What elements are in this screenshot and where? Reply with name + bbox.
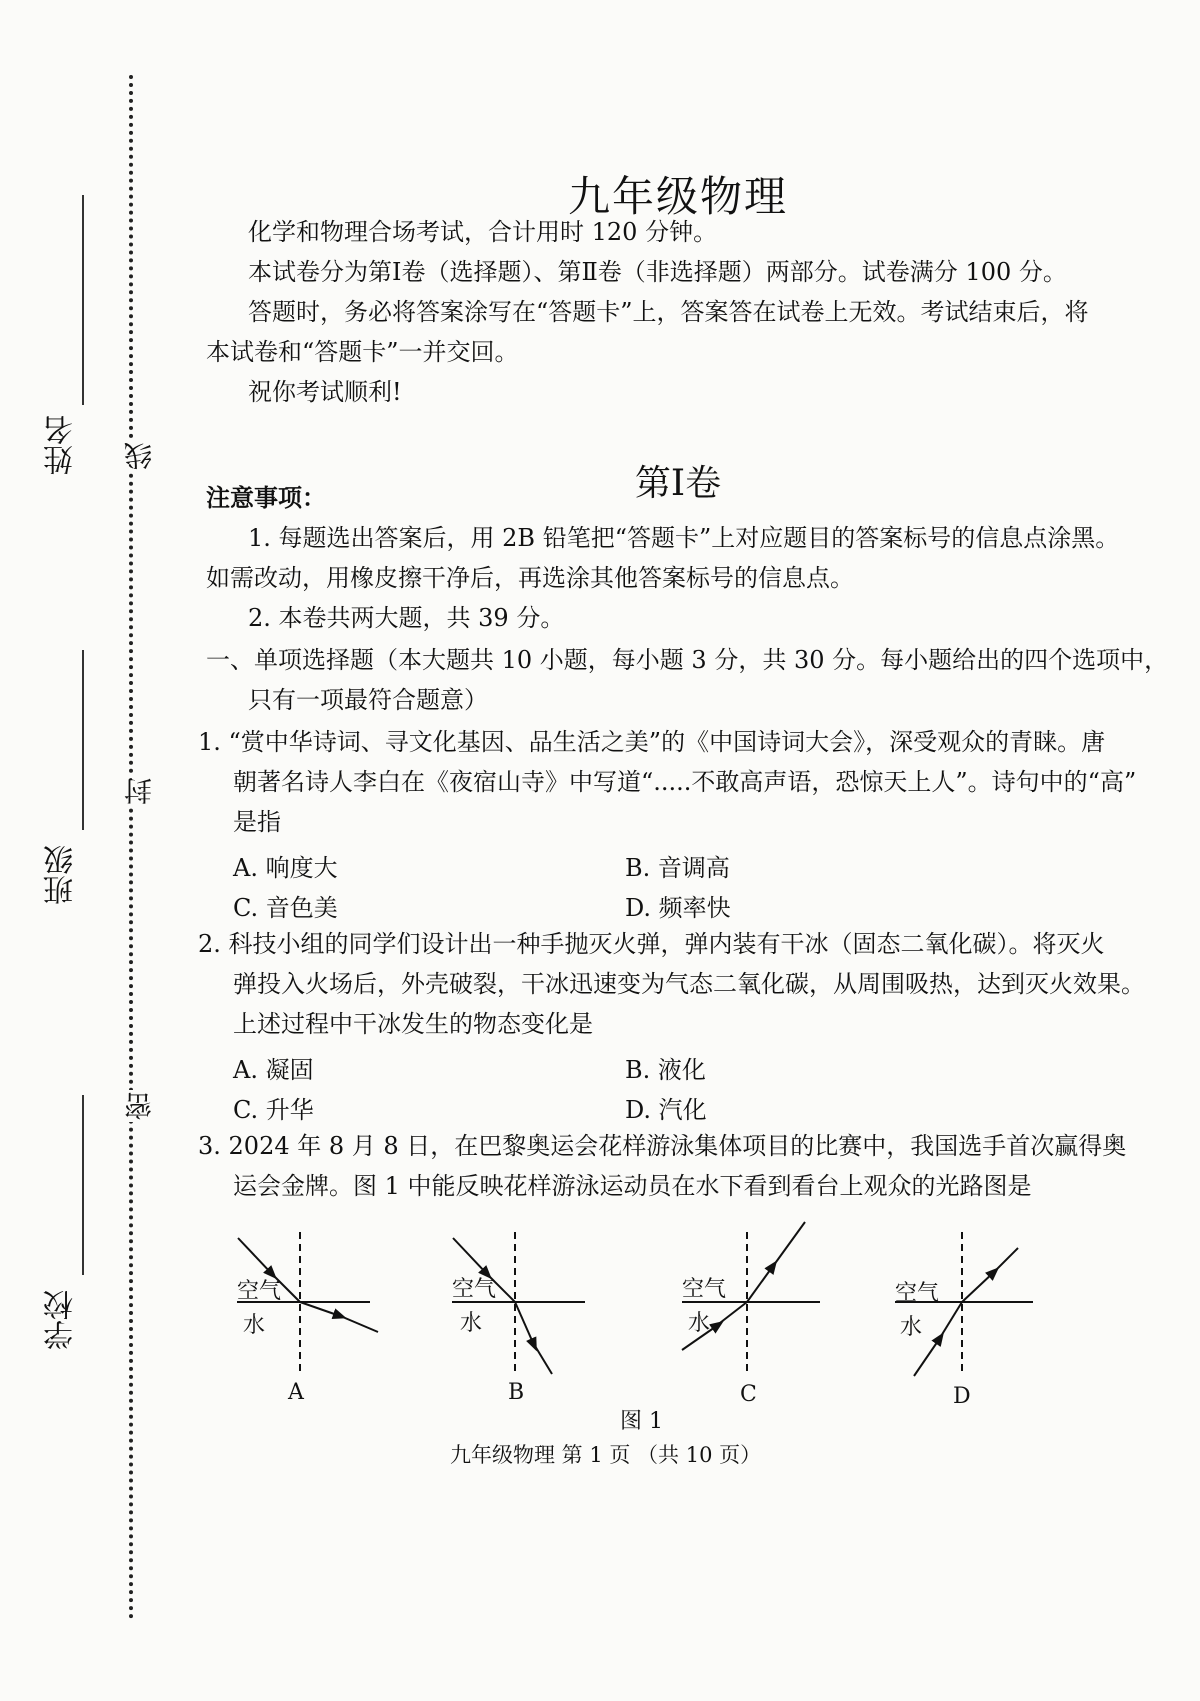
- q3-line-2: 运会金牌。图 1 中能反映花样游泳运动员在水下看到看台上观众的光路图是: [233, 1172, 1032, 1200]
- diagram-b-water-label: 水: [460, 1311, 483, 1336]
- q1-option-d[interactable]: D. 频率快: [625, 894, 731, 922]
- intro-line-5: 祝你考试顺利!: [248, 378, 402, 406]
- notice-heading: 注意事项：: [206, 484, 326, 512]
- q1-line-2: 朝著名诗人李白在《夜宿山寺》中写道“.....不敢高声语，恐惊天上人”。诗句中的“高”: [233, 768, 1137, 796]
- name-label: 姓名: [44, 415, 79, 475]
- intro-line-1: 化学和物理合场考试，合计用时 120 分钟。: [248, 218, 718, 246]
- seal-mark: 封: [120, 775, 160, 807]
- page-footer: 九年级物理 第 1 页 （共 10 页）: [450, 1443, 762, 1467]
- diagram-c-water-label: 水: [688, 1311, 711, 1336]
- school-label: 学校: [44, 1290, 79, 1350]
- q1-option-a[interactable]: A. 响度大: [233, 854, 338, 882]
- q1-option-c[interactable]: C. 音色美: [233, 894, 338, 922]
- q2-line-3: 上述过程中干冰发生的物态变化是: [233, 1010, 593, 1038]
- diagram-b[interactable]: [452, 1232, 585, 1374]
- notice-line-2: 如需改动，用橡皮擦干净后，再选涂其他答案标号的信息点。: [206, 564, 854, 592]
- part1-heading-cont: 只有一项最符合题意）: [248, 686, 488, 714]
- q2-line-1: 2. 科技小组的同学们设计出一种手抛灭火弹，弹内装有干冰（固态二氧化碳）。将灭火: [198, 930, 1105, 958]
- diagram-b-air-label: 空气: [452, 1277, 497, 1302]
- intro-line-4: 本试卷和“答题卡”一并交回。: [206, 338, 519, 366]
- q1-option-b[interactable]: B. 音调高: [625, 854, 730, 882]
- line-mark: 线: [120, 440, 160, 472]
- q2-option-b[interactable]: B. 液化: [625, 1056, 706, 1084]
- notice-line-1: 1. 每题选出答案后，用 2B 铅笔把“答题卡”上对应题目的答案标号的信息点涂黑。: [248, 524, 1120, 552]
- q1-line-1: 1. “赏中华诗词、寻文化基因、品生活之美”的《中国诗词大会》，深受观众的青睐。唐: [198, 728, 1106, 756]
- diagram-d-water-label: 水: [900, 1315, 923, 1340]
- diagram-c-letter: C: [740, 1382, 757, 1407]
- secret-mark: 密: [120, 1090, 160, 1122]
- intro-line-3: 答题时，务必将答案涂写在“答题卡”上，答案答在试卷上无效。考试结束后，将: [248, 298, 1089, 326]
- figure-caption: 图 1: [620, 1409, 663, 1434]
- diagram-b-letter: B: [508, 1380, 525, 1405]
- q2-option-c[interactable]: C. 升华: [233, 1096, 314, 1124]
- diagram-a-air-label: 空气: [237, 1279, 282, 1304]
- class-label: 班级: [44, 845, 79, 905]
- part1-heading: 一、单项选择题（本大题共 10 小题，每小题 3 分，共 30 分。每小题给出的四个选项中，: [206, 646, 1169, 674]
- q3-line-1: 3. 2024 年 8 月 8 日，在巴黎奥运会花样游泳集体项目的比赛中，我国选手首次赢得奥: [198, 1132, 1127, 1160]
- diagram-d-letter: D: [953, 1384, 971, 1409]
- diagram-c-air-label: 空气: [682, 1277, 727, 1302]
- q1-line-3: 是指: [233, 808, 281, 836]
- diagram-d-air-label: 空气: [895, 1281, 940, 1306]
- page-title: 九年级物理: [567, 172, 788, 221]
- q2-option-d[interactable]: D. 汽化: [625, 1096, 707, 1124]
- q2-option-a[interactable]: A. 凝固: [233, 1056, 314, 1084]
- section-title: 第Ⅰ卷: [634, 463, 722, 504]
- diagram-a-water-label: 水: [243, 1313, 266, 1338]
- diagram-a-letter: A: [288, 1380, 304, 1405]
- q2-line-2: 弹投入火场后，外壳破裂，干冰迅速变为气态二氧化碳，从周围吸热，达到灭火效果。: [233, 970, 1145, 998]
- intro-line-2: 本试卷分为第Ⅰ卷（选择题）、第Ⅱ卷（非选择题）两部分。试卷满分 100 分。: [248, 258, 1067, 286]
- notice-line-3: 2. 本卷共两大题，共 39 分。: [248, 604, 565, 632]
